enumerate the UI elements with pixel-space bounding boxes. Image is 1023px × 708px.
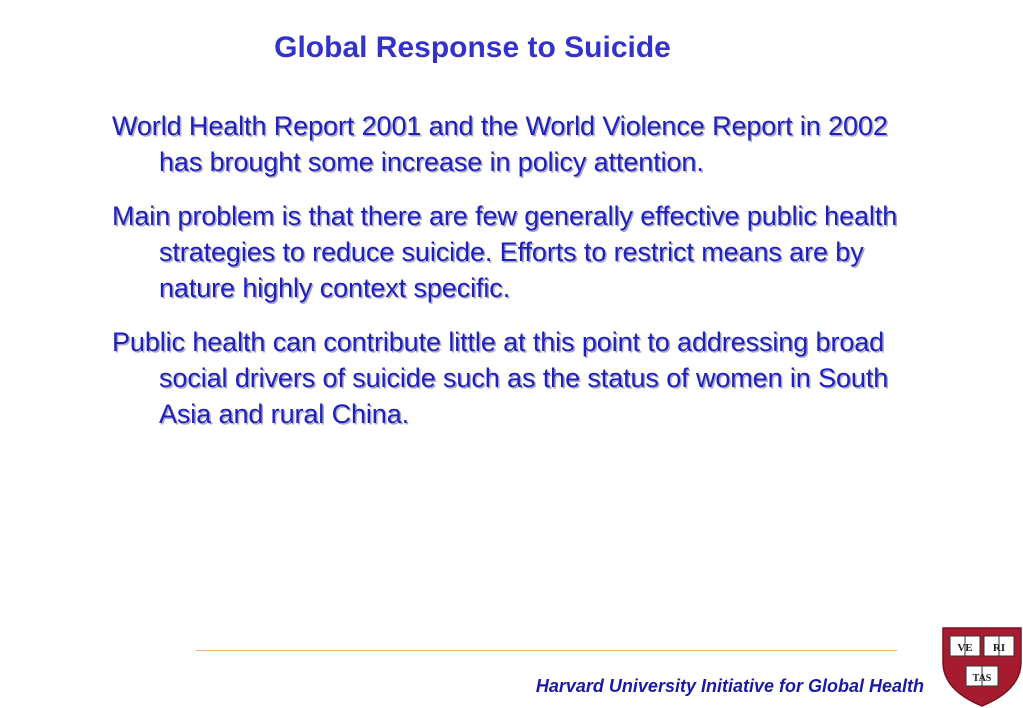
shield-book-text: VE	[957, 642, 973, 654]
harvard-shield-icon	[940, 626, 1023, 708]
shield-book-text: TAS	[972, 673, 992, 684]
bullet-item: Public health can contribute little at this point to addressing broad social drivers of suicide such as the status of women in South Asia and rural China.	[112, 327, 889, 429]
bullet-item: Main problem is that there are few generally effective public health strategies to reduce suicide. Efforts to restrict means are by nature highly context specific.	[112, 201, 898, 303]
slide-title: Global Response to Suicide	[274, 31, 671, 64]
footer-text: Harvard University Initiative for Global Health	[535, 676, 924, 696]
bullet-item: World Health Report 2001 and the World Violence Report in 2002 has brought some increase in policy attention.	[112, 111, 888, 177]
shield-book-text: RI	[992, 642, 1006, 654]
footer-divider	[196, 650, 897, 651]
bullet-list	[112, 108, 902, 450]
